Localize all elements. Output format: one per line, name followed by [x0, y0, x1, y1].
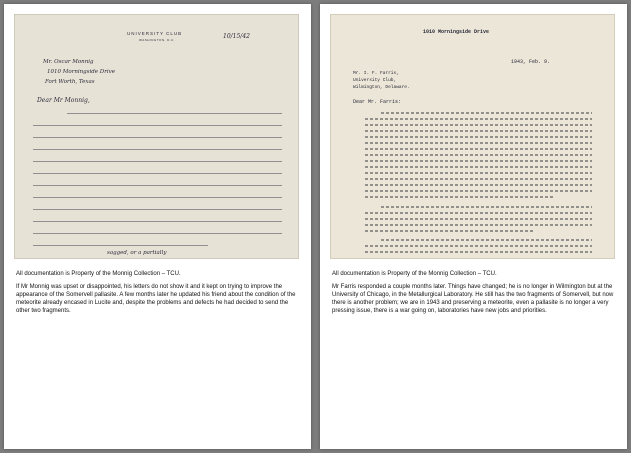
typed-letter-image — [330, 14, 615, 259]
left-page — [4, 4, 311, 449]
address-line: Mr. I. F. Farris, — [353, 71, 399, 76]
address-line: University Club, — [353, 78, 397, 83]
letterhead-city: WASHINGTON, D.C. — [139, 38, 176, 42]
letterhead-address: 1010 Morningside Drive — [423, 29, 490, 35]
description-paragraph: Mr Farris responded a couple months later. Things have changed; he is no longer in Wilmington but at the University of Chicago, in the Metallurgical Laboratory. He still has the two fragments of Somervell, but now there is another problem; we are in 1943 and preserving a meteorite, even a pallasite is no longer a very pressing issue, there is a war going on, laboratories have new jobs and priorities. — [332, 284, 614, 314]
description-paragraph: If Mr Monnig was upset or disappointed, his letters do not show it and it kept on trying to improve the appearance of the Somervell pallasite. A few months later he updated his friend about the condition of the meteorite already encased in Lucite and, despite the problems and defects he had decided to send the other two fragments. — [16, 284, 296, 314]
letter-closing-text: sagged, or a partially — [107, 250, 167, 256]
letter-date: 1943, Feb. 9. — [511, 59, 551, 65]
right-page — [320, 4, 627, 449]
salutation: Dear Mr. Farris: — [353, 99, 402, 105]
letter-date: 10/15/42 — [223, 33, 250, 40]
address-line: Mr. Oscar Monnig — [43, 59, 94, 65]
salutation: Dear Mr Monnig, — [37, 97, 90, 104]
address-line: Fort Worth, Texas — [45, 79, 95, 85]
caption: All documentation is Property of the Monnig Collection – TCU. — [16, 271, 181, 277]
address-line: Wilmington, Delaware. — [353, 85, 410, 90]
handwritten-letter-image — [14, 14, 299, 259]
address-line: 1010 Morningside Drive — [47, 69, 115, 75]
caption: All documentation is Property of the Monnig Collection – TCU. — [332, 271, 497, 277]
letterhead-club: UNIVERSITY CLUB — [127, 31, 183, 36]
